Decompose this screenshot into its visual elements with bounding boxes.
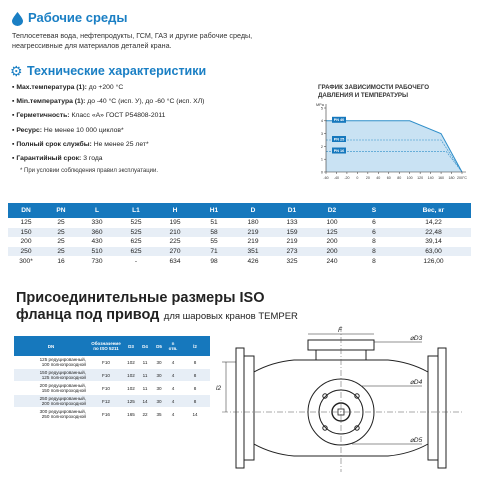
iso-cell: 102 xyxy=(124,382,138,395)
dims-cell: 126,00 xyxy=(423,257,444,265)
spec-label: Полный срок службы: xyxy=(16,140,92,148)
iso-cell: 8 xyxy=(180,356,210,369)
dims-cell: 510 xyxy=(78,247,116,257)
dims-cell: 100 xyxy=(326,219,338,227)
dims-header-s: S xyxy=(352,203,396,218)
x-tick-label: 140 xyxy=(427,176,434,180)
iso-cell: 30 xyxy=(152,382,166,395)
dims-cell: 351 xyxy=(234,247,272,257)
dims-cell: 180 xyxy=(247,219,259,227)
dims-cell: 325 xyxy=(286,257,298,265)
y-tick-label: 3 xyxy=(320,132,323,136)
dims-row xyxy=(8,218,471,228)
dims-row xyxy=(8,256,471,266)
x-tick-label: 200°C xyxy=(456,176,468,180)
iso-cell: 35 xyxy=(152,408,166,421)
dims-cell: 14,22 xyxy=(425,219,442,227)
iso-cell: 102 xyxy=(124,369,138,382)
iso-cell: 11 xyxy=(138,382,152,395)
iso-header-d3: D3 xyxy=(124,336,138,356)
dims-header-pn: PN xyxy=(44,203,78,218)
iso-cell-dn: 150 редуцированный, 125 полнопроходной xyxy=(14,369,88,382)
dims-cell: 219 xyxy=(286,238,298,246)
dims-cell: 219 xyxy=(247,238,259,246)
f-label: F xyxy=(338,327,342,334)
dims-cell: 525 xyxy=(116,228,156,238)
gear-icon: ⚙ xyxy=(10,63,23,79)
iso-cell-dn: 300 редуцированный, 250 полнопроходной xyxy=(14,408,88,421)
dims-cell: 25 xyxy=(57,238,65,246)
spec-label: Герметичность: xyxy=(16,112,70,120)
iso-cell: F10 xyxy=(88,369,124,382)
dims-cell: 200 xyxy=(20,238,32,246)
iso-cell-dn: 250 редуцированный, 200 полнопроходной xyxy=(14,395,88,408)
dims-cell: 58 xyxy=(194,228,234,238)
dims-cell: 625 xyxy=(130,238,142,246)
dims-cell: 200 xyxy=(326,238,338,246)
spec-value: Не менее 25 лет* xyxy=(91,140,149,148)
dims-header-d2: D2 xyxy=(312,203,352,218)
dims-cell: 360 xyxy=(78,228,116,238)
x-tick-label: 80 xyxy=(397,176,402,180)
dims-cell: 225 xyxy=(169,238,181,246)
dims-row xyxy=(8,228,471,238)
d5-label: ⌀D5 xyxy=(410,437,423,444)
iso-cell: 11 xyxy=(138,369,152,382)
dims-cell: 63,00 xyxy=(396,247,471,257)
iso-cell-dn: 200 редуцированный, 150 полнопроходной xyxy=(14,382,88,395)
x-tick-label: 120 xyxy=(417,176,424,180)
iso-cell: F10 xyxy=(88,356,124,369)
media-text-line2: неагрессивные для материалов деталей крана. xyxy=(12,41,172,50)
iso-cell: 4 xyxy=(166,382,180,395)
dims-cell: 300* xyxy=(19,257,33,265)
dims-cell: 159 xyxy=(272,228,312,238)
flange-drawing xyxy=(212,322,474,476)
iso-header-dn: DN xyxy=(14,336,88,356)
x-tick-label: 100 xyxy=(406,176,413,180)
x-tick-label: 40 xyxy=(376,176,381,180)
series-label-2: PN 16 xyxy=(333,148,345,153)
dims-cell: 6 xyxy=(352,228,396,238)
iso-title-line1: Присоединительные размеры ISO xyxy=(16,290,265,306)
iso-subtitle: для шаровых кранов TEMPER xyxy=(163,311,298,322)
iso-cell: 8 xyxy=(180,395,210,408)
iso-header-n: n отв. xyxy=(166,336,180,356)
series-label-0: PN 40 xyxy=(333,118,345,123)
iso-header-row xyxy=(14,336,210,356)
dims-cell: 125 xyxy=(312,228,352,238)
footnote: * При условии соблюдения правил эксплуатации. xyxy=(20,168,159,174)
x-tick-label: 0 xyxy=(356,176,359,180)
spec-value: до +200 °C xyxy=(86,84,124,91)
dims-header-weight: Вес, кг xyxy=(396,203,471,218)
dims-header-dn: DN xyxy=(8,203,44,218)
iso-header-l2: l2 xyxy=(180,336,210,356)
x-tick-label: 180 xyxy=(448,176,455,180)
iso-row xyxy=(14,382,210,395)
dims-cell: 8 xyxy=(352,247,396,257)
dims-cell: 22,48 xyxy=(396,228,471,238)
dims-cell: - xyxy=(134,257,138,265)
dims-row xyxy=(8,247,471,257)
chart-title-line1: ГРАФИК ЗАВИСИМОСТИ РАБОЧЕГО xyxy=(318,84,430,91)
x-tick-label: 60 xyxy=(386,176,391,180)
iso-cell: 22 xyxy=(138,408,152,421)
iso-cell: 30 xyxy=(152,356,166,369)
d3-label: ⌀D3 xyxy=(410,335,423,342)
media-text xyxy=(12,31,352,51)
iso-cell: F10 xyxy=(88,382,124,395)
spec-value: 3 года xyxy=(81,155,103,163)
dimensions-table xyxy=(8,203,471,266)
spec-label: Min.температура (1): xyxy=(16,98,86,106)
y-tick-label: 1 xyxy=(320,157,323,162)
d4-label: ⌀D4 xyxy=(410,379,423,386)
spec-label: Гарантийный срок: xyxy=(16,155,82,163)
dims-cell: 330 xyxy=(91,219,103,227)
iso-cell: F12 xyxy=(88,395,124,408)
dims-cell: 55 xyxy=(210,238,218,246)
iso-cell: 4 xyxy=(166,408,180,421)
y-tick-label: 0 xyxy=(320,170,323,175)
dims-cell: 150 xyxy=(8,228,44,238)
media-title: Рабочие среды xyxy=(28,10,128,25)
l2-label: l2 xyxy=(216,385,222,392)
dims-cell: 71 xyxy=(194,247,234,257)
iso-cell: 30 xyxy=(152,369,166,382)
x-tick-label: -20 xyxy=(344,176,350,180)
iso-cell: 14 xyxy=(138,395,152,408)
dims-cell: 39,14 xyxy=(425,238,442,246)
dims-header-d1: D1 xyxy=(272,203,312,218)
dims-cell: 430 xyxy=(91,238,103,246)
dims-cell: 8 xyxy=(372,238,376,246)
spec-item-resource: ▪ Ресурс: Не менее 10 000 циклов* xyxy=(12,126,124,134)
right-flange-neck xyxy=(428,356,438,460)
dims-header-row xyxy=(8,203,471,218)
chart-title-line2: ДАВЛЕНИЯ И ТЕМПЕРАТУРЫ xyxy=(318,92,409,99)
spec-item-max-temp: ▪ Max.температура (1): до +200 °C xyxy=(12,84,124,91)
spec-item-tightness: ▪ Герметичность: Класс «А» ГОСТ Р54808-2011 xyxy=(12,112,166,120)
spec-label: Max.температура (1): xyxy=(16,84,87,91)
iso-cell: 125 xyxy=(124,395,138,408)
x-tick-label: 160 xyxy=(438,176,445,180)
chart-area-fill xyxy=(326,121,462,172)
pressure-temperature-chart xyxy=(312,102,474,182)
iso-cell: 8 xyxy=(180,369,210,382)
iso-row xyxy=(14,369,210,382)
dims-cell: 133 xyxy=(286,219,298,227)
dims-cell: 634 xyxy=(169,257,181,265)
chart-title xyxy=(318,84,468,100)
dims-cell: 25 xyxy=(44,228,78,238)
dims-cell: 25 xyxy=(57,219,65,227)
spec-value: до -40 °C (исп. У), до -60 °C (исп. ХЛ) xyxy=(85,98,205,106)
left-flange xyxy=(236,348,244,468)
iso-table xyxy=(14,336,210,421)
iso-header-d4: D4 xyxy=(138,336,152,356)
tech-title: Технические характеристики xyxy=(27,64,207,78)
y-axis-label: MPa xyxy=(316,103,324,107)
dims-header-l1: L1 xyxy=(116,203,156,218)
iso-cell: 30 xyxy=(152,395,166,408)
x-tick-label: -40 xyxy=(333,176,340,180)
dims-cell: 273 xyxy=(272,247,312,257)
iso-cell: 4 xyxy=(166,395,180,408)
dims-cell: 625 xyxy=(116,247,156,257)
dims-cell: 426 xyxy=(247,257,259,265)
spec-label: Ресурс: xyxy=(16,126,43,134)
dims-cell: 98 xyxy=(210,257,218,265)
y-tick-label: 5 xyxy=(320,106,323,111)
iso-header-d5: D5 xyxy=(152,336,166,356)
iso-cell-dn: 125 редуцированный, 100 полнопроходной xyxy=(14,356,88,369)
dims-cell: 51 xyxy=(210,219,218,227)
spec-value: Не менее 10 000 циклов* xyxy=(42,126,124,134)
spec-item-min-temp: ▪ Min.температура (1): до -40 °C (исп. У), до -60 °C (исп. ХЛ) xyxy=(12,98,205,106)
y-tick-label: 2 xyxy=(320,144,323,149)
water-drop-icon xyxy=(12,12,23,26)
dims-cell: 210 xyxy=(156,228,194,238)
iso-row xyxy=(14,356,210,369)
left-flange-neck xyxy=(244,356,254,460)
iso-cell: 14 xyxy=(180,408,210,421)
dims-header-l: L xyxy=(78,203,116,218)
iso-cell: 4 xyxy=(166,369,180,382)
dims-cell: 25 xyxy=(44,247,78,257)
spec-value: Класс «А» ГОСТ Р54808-2011 xyxy=(69,112,166,120)
dims-cell: 125 xyxy=(20,219,32,227)
series-label-1: PN 25 xyxy=(333,137,345,142)
dims-cell: 6 xyxy=(372,219,376,227)
right-flange xyxy=(438,348,446,468)
iso-title-line2: фланца под привод xyxy=(16,307,160,323)
spec-item-service-life: ▪ Полный срок службы: Не менее 25 лет* xyxy=(12,140,149,148)
iso-row xyxy=(14,395,210,408)
media-text-line1: Теплосетевая вода, нефтепродукты, ГСМ, ГАЗ и другие рабочие среды, xyxy=(12,31,253,40)
iso-header-designation: Обозначение по ISO 5211 xyxy=(88,336,124,356)
dims-cell: 525 xyxy=(130,219,142,227)
dims-row xyxy=(8,237,471,247)
spec-item-warranty: ▪ Гарантийный срок: 3 года xyxy=(12,155,103,163)
dims-header-d: D xyxy=(234,203,272,218)
iso-row xyxy=(14,408,210,421)
iso-cell: 165 xyxy=(124,408,138,421)
dims-cell: 730 xyxy=(91,257,103,265)
iso-cell: 4 xyxy=(166,356,180,369)
iso-cell: F16 xyxy=(88,408,124,421)
dims-cell: 270 xyxy=(156,247,194,257)
iso-cell: 102 xyxy=(124,356,138,369)
dims-header-h: H xyxy=(156,203,194,218)
dims-cell: 8 xyxy=(372,257,376,265)
dims-cell: 250 xyxy=(8,247,44,257)
dims-header-h1: H1 xyxy=(194,203,234,218)
dims-cell: 240 xyxy=(326,257,338,265)
dims-cell: 200 xyxy=(312,247,352,257)
iso-cell: 8 xyxy=(180,382,210,395)
x-tick-label: 20 xyxy=(365,176,370,180)
dims-cell: 16 xyxy=(57,257,65,265)
dims-cell: 219 xyxy=(234,228,272,238)
spec-list xyxy=(12,81,204,166)
dims-cell: 195 xyxy=(169,219,181,227)
y-tick-label: 4 xyxy=(320,119,323,124)
x-tick-label: -60 xyxy=(323,176,329,180)
iso-cell: 11 xyxy=(138,356,152,369)
